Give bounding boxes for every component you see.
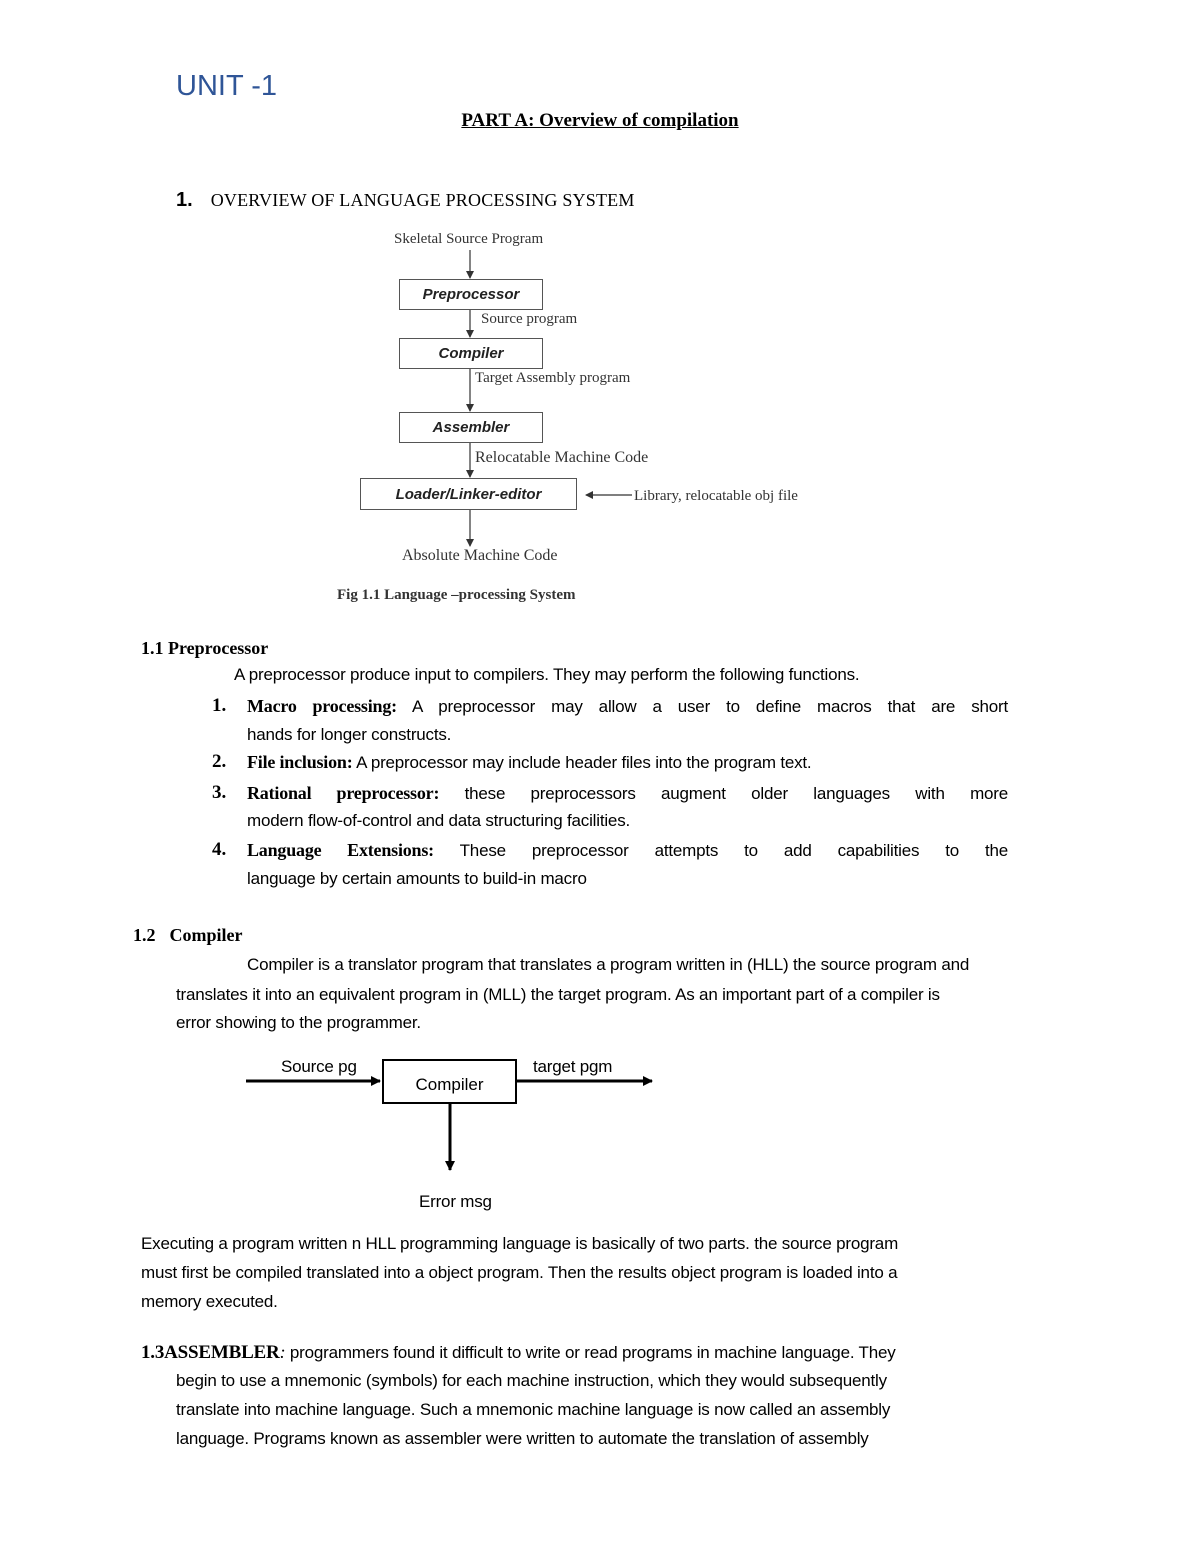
compiler-para-line1: Compiler is a translator program that translates a program written in (HLL) the source program and [247,955,970,974]
compiler-block: Compiler [382,1059,517,1104]
list-item-number: 2. [212,751,227,772]
section-1-2-title: Compiler [169,925,243,945]
section1-title: OVERVIEW OF LANGUAGE PROCESSING SYSTEM [210,190,635,210]
target-assembly-label: Target Assembly program [475,370,631,386]
exec-para-line2: must first be compiled translated into a object program. Then the results object program is loaded into a [141,1263,898,1282]
assembler-para-line1 [141,1342,896,1364]
compiler-para-line2: translates it into an equivalent program in (MLL) the target program. As an important part of a compiler is [176,985,940,1004]
list-item-text: A preprocessor may allow a user to define macros that are short [412,697,1008,716]
compiler-para-line3: error showing to the programmer. [176,1013,421,1032]
list-item-term: Macro processing: [247,696,397,716]
list-item-number: 1. [212,695,227,716]
section-1-3-colon: : [279,1342,286,1362]
list-item-number: 4. [212,839,227,860]
assembler-para-text: programmers found it difficult to write or read programs in machine language. They [285,1343,896,1362]
loader-linker-box: Loader/Linker-editor [360,478,577,510]
list-item-text-continued: hands for longer constructs. [247,725,452,744]
section-1-3-heading: 1.3ASSEMBLER [141,1342,280,1363]
list-item-text-continued: modern flow-of-control and data structuring facilities. [247,811,631,830]
assembler-para-line4: language. Programs known as assembler were written to automate the translation of assembly [176,1429,869,1448]
source-pg-label: Source pg [281,1057,357,1076]
assembler-para-line2: begin to use a mnemonic (symbols) for each machine instruction, which they would subsequently [176,1371,887,1390]
assembler-box: Assembler [399,412,543,443]
exec-para-line3: memory executed. [141,1292,278,1311]
skeletal-source-label: Skeletal Source Program [394,231,544,247]
list-item-text-continued: language by certain amounts to build-in macro [247,869,587,888]
list-item-term: Language Extensions: [247,840,434,860]
list-item-text: these preprocessors augment older languages with more [464,784,1008,803]
list-item-term: Rational preprocessor: [247,783,440,803]
section-1-1-heading: 1.1 Preprocessor [141,638,269,658]
compiler-box: Compiler [399,338,543,369]
section-1-2-number: 1.2 [133,925,156,945]
assembler-para-line3: translate into machine language. Such a mnemonic machine language is now called an assembly [176,1400,891,1419]
part-title: PART A: Overview of compilation [461,110,739,131]
source-program-label: Source program [481,311,578,327]
absolute-machine-code-label: Absolute Machine Code [402,547,558,564]
list-item-number: 3. [212,782,227,803]
relocatable-label: Relocatable Machine Code [475,449,649,466]
list-item-term: File inclusion: [247,752,353,772]
exec-para-line1: Executing a program written n HLL programming language is basically of two parts. the source program [141,1234,899,1253]
library-label: Library, relocatable obj file [634,488,798,504]
list-item-text: A preprocessor may include header files into the program text. [356,753,812,772]
list-item-text: These preprocessor attempts to add capabilities to the [459,841,1008,860]
preprocessor-intro: A preprocessor produce input to compilers. They may perform the following functions. [234,665,860,684]
target-pgm-label: target pgm [533,1057,613,1076]
preprocessor-box: Preprocessor [399,279,543,310]
section1-number: 1. [176,189,193,211]
unit-title: UNIT -1 [176,70,277,102]
figure-caption: Fig 1.1 Language –processing System [337,587,576,603]
error-msg-label: Error msg [419,1192,492,1211]
